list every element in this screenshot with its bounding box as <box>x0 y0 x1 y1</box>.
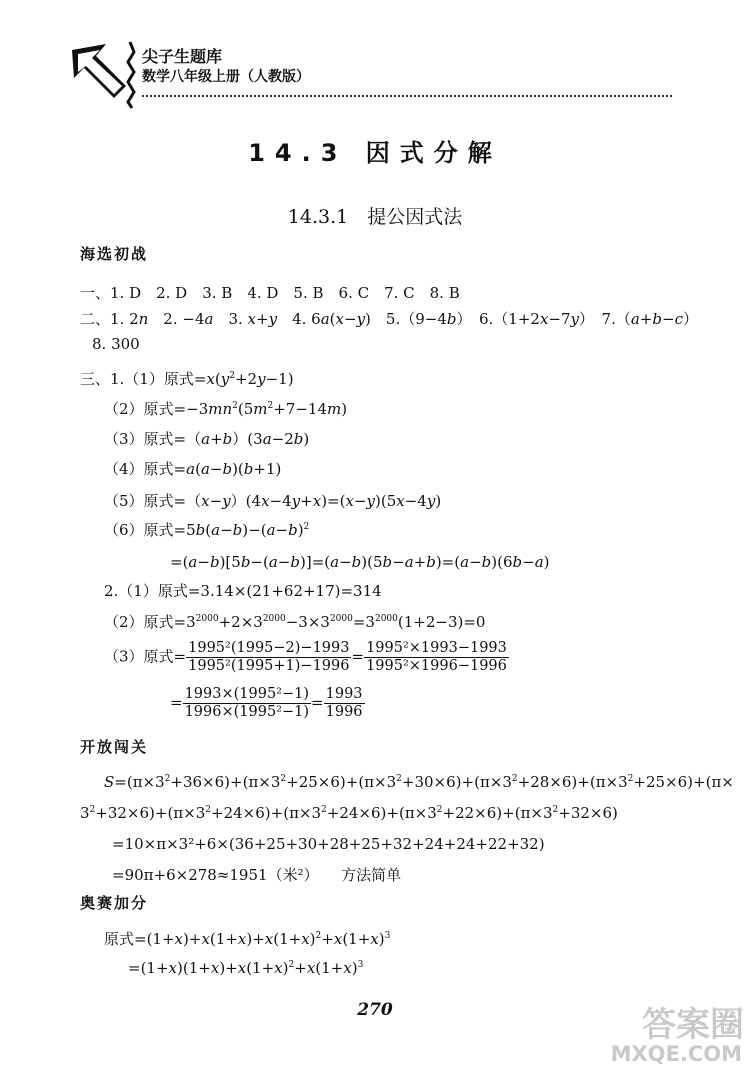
q3-2-1: 2.（1）原式=3.14×(21+62+17)=314 <box>104 582 382 600</box>
q3-1-1: 三、1.（1）原式$=x(y^2+2y-1)$ <box>80 370 294 388</box>
q3-1-2: （2）原式$=-3mn^2(5m^2+7-14m)$ <box>104 400 348 418</box>
q3-item-5-label: （5）原式= <box>104 492 187 510</box>
watermark-url: MXQE.COM <box>610 1042 742 1066</box>
q3-2-3: （3）原式= $\frac{\text{1995²(1995−2)−1993}}{\text{1995²(1995+1)−1996}}$ = $\frac{\text{1995²×1993−1993}}{\text{1995²×1996−1996}}$ <box>104 640 507 674</box>
q3-1-6-cont: =(a−b)[5b−(a−b)]=(a−b)(5b−a+b)=(a−b)(6b−a) <box>170 553 550 571</box>
open-line-1b: $3^2+32\times 6)+(\pi\times 3^2+24\times 6)+(\pi\times 3^2+24\times 6)+(\pi\times 3^2+22\times 6)+(\pi\times 3^2+32\times 6)$ <box>80 804 618 822</box>
label-kaifang: 开放闯关 <box>80 738 149 756</box>
open-result: =90π+6×278≈1951（米²） <box>112 866 312 884</box>
header-divider <box>142 95 672 97</box>
q3-2-2: （2）原式$=3^{2000}+2\times 3^{2000}-3\times 3^{2000}=3^{2000}(1+2-3)=0$ <box>104 613 486 631</box>
q3-2-2-label: （2）原式= <box>104 613 187 631</box>
fraction-4-num: 1993 <box>325 686 363 702</box>
open-line-2: =10×π×3²+6×(36+25+30+28+25+32+24+24+22+32) <box>112 835 545 853</box>
q3-1-3: （3）原式=（a+b）(3a−2b) <box>104 430 310 448</box>
book-subtitle: 数学八年级上册（人教版） <box>142 69 310 85</box>
q3-1-5: （5）原式=（x−y）(4x−4y+x)=(x−y)(5x−4y) <box>104 492 442 510</box>
page-number: 270 <box>357 1000 393 1020</box>
arrow-logo-icon <box>66 38 142 110</box>
fraction-3-num: 1993×(1995²−1) <box>184 686 310 702</box>
olympiad-line-1: 原式$=(1+x)+x(1+x)+x(1+x)^2+x(1+x)^3$ <box>104 930 391 948</box>
fraction-1-num: 1995²(1995−2)−1993 <box>188 640 350 656</box>
q3-item-6-label: （6）原式= <box>104 521 187 539</box>
open-line-3 <box>112 864 401 885</box>
fraction-2 <box>364 640 509 675</box>
open-note: 方法简单 <box>341 866 402 884</box>
q3-1-4: （4）原式=a(a−b)(b+1) <box>104 460 282 478</box>
q3-item-4-label: （4）原式= <box>104 460 187 478</box>
fraction-3 <box>183 686 311 721</box>
q3-1-6: （6）原式$=5b(a-b)-(a-b)^2$ <box>104 521 310 539</box>
fraction-3-den: 1996×(1995²−1) <box>184 704 310 720</box>
q1-line: 一、1. D 2. D 3. B 4. D 5. B 6. C 7. C 8. B <box>80 284 460 302</box>
olympiad-line-2: $=(1+x)(1+x)+x(1+x)^2+x(1+x)^3$ <box>128 959 364 977</box>
subsection-title: 14.3.1 提公因式法 <box>287 206 463 228</box>
section-title: 14.3 因式分解 <box>248 139 502 167</box>
fraction-1 <box>186 640 351 675</box>
fraction-2-num: 1995²×1993−1993 <box>366 640 507 656</box>
label-aosai: 奥赛加分 <box>80 894 149 912</box>
q3-item-3-label: （3）原式= <box>104 430 187 448</box>
q2-line: 二、1. 2n 2. −4a 3. x+y 4. 6a(x−y) 5.（9−4b） 6.（1+2x−7y） 7.（a+b−c） <box>80 310 698 328</box>
fraction-2-den: 1995²×1996−1996 <box>366 658 507 674</box>
q3-2-3-cont: = $\frac{\text{1993×(1995²−1)}}{\text{1996×(1995²−1)}}$ = $\frac{1993}{1996}$ <box>170 686 363 720</box>
q2-line-2: 8. 300 <box>92 335 140 353</box>
q2-prefix: 二、1. 2 <box>80 310 139 328</box>
fraction-4-den: 1996 <box>325 704 363 720</box>
olympiad-prefix: 原式= <box>104 930 147 948</box>
fraction-1-den: 1995²(1995+1)−1996 <box>188 658 350 674</box>
q3-prefix: 三、1.（1）原式= <box>80 370 207 388</box>
q3-item-2-label: （2）原式= <box>104 400 187 418</box>
watermark-logo: 答案圈 <box>642 1005 744 1045</box>
label-haixuan: 海选初战 <box>80 245 149 263</box>
fraction-4 <box>324 686 365 721</box>
open-line-1: $S=(\pi\times 3^2+36\times 6)+(\pi\times 3^2+25\times 6)+(\pi\times 3^2+30\times 6)+(\pi\times 3^2+28\times 6)+(\pi\times 3^2+25\times 6)+(\pi\times$ <box>104 773 734 791</box>
book-title: 尖子生题库 <box>142 47 223 66</box>
q3-2-3-label: （3）原式= <box>104 647 187 666</box>
